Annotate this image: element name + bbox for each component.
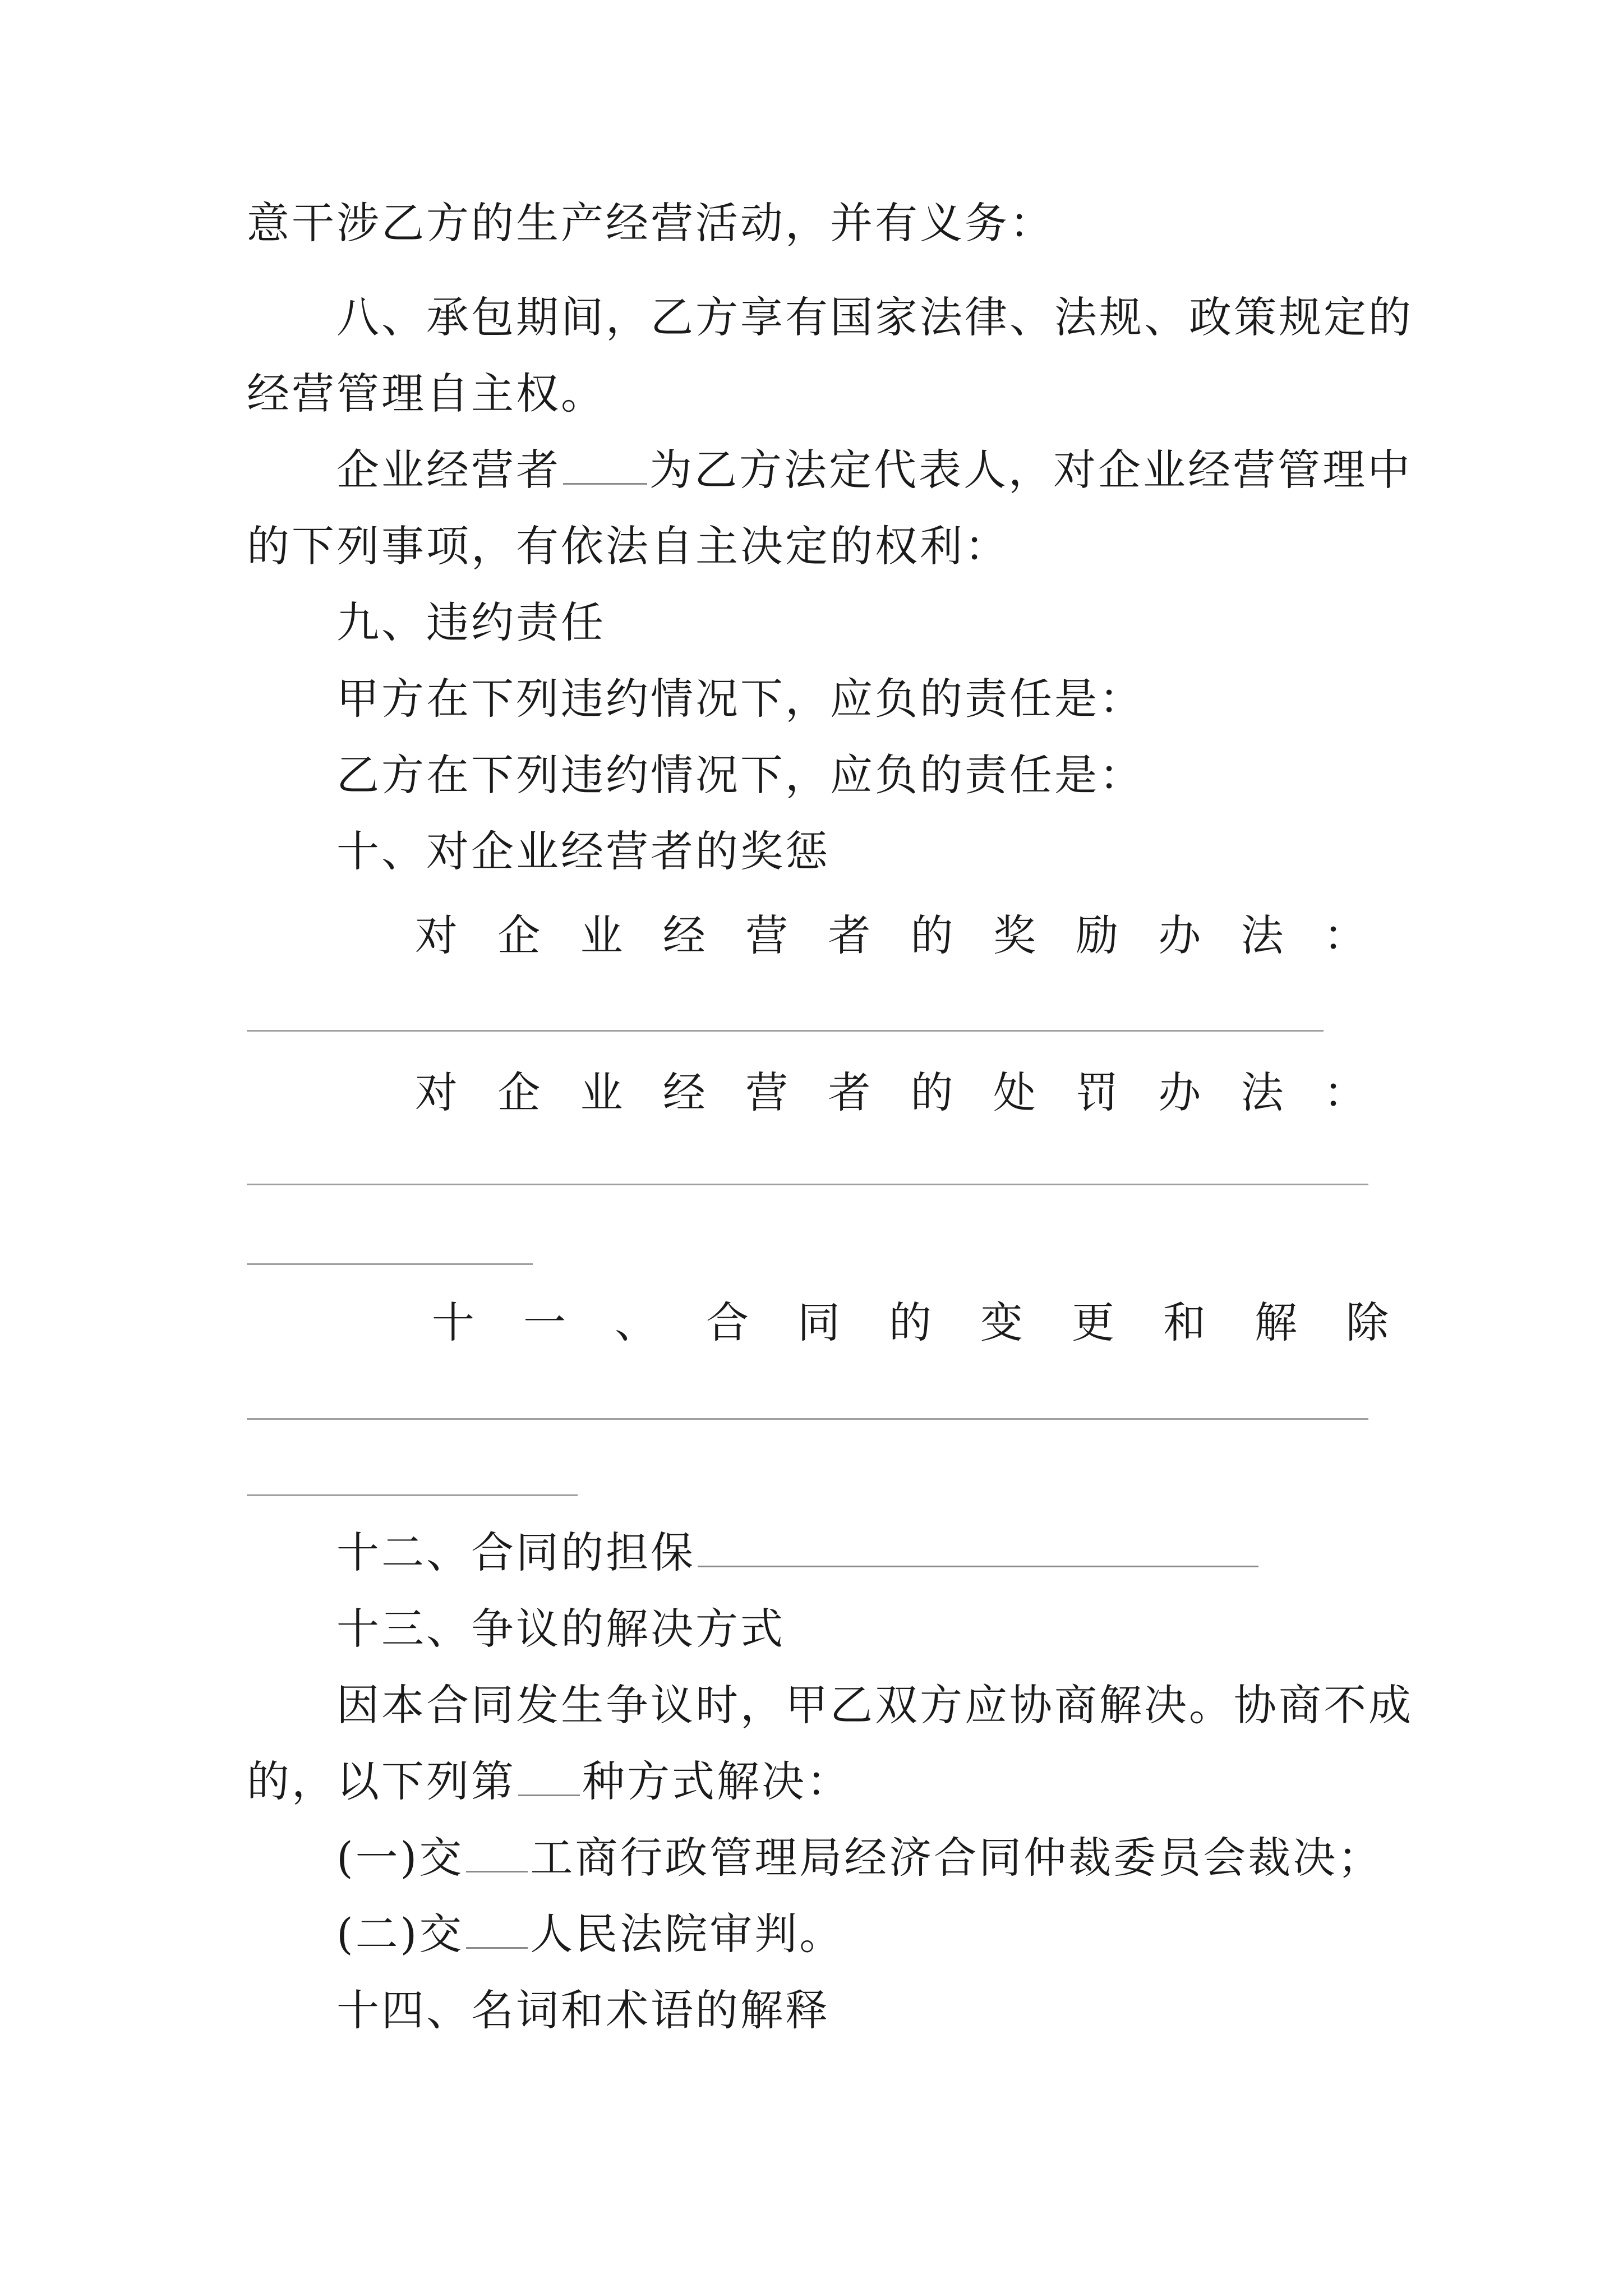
- spread-char: 合: [706, 1297, 751, 1347]
- paragraph-text: 乙方在下列违约情况下，应负的责任是：: [336, 750, 1144, 800]
- section-thirteen-heading: [247, 1591, 1481, 1667]
- spread-char: 、: [615, 1297, 660, 1347]
- paragraph-text: 企业经营者: [336, 445, 561, 495]
- option-label: (一)交: [336, 1833, 464, 1883]
- dispute-method-line: [247, 1743, 1391, 1820]
- spread-char: 一: [523, 1297, 568, 1347]
- section-eleven-line: [432, 1285, 1391, 1361]
- section-ten-heading: [247, 813, 1481, 890]
- option-two-line: [247, 1896, 1481, 1972]
- spread-char: 罚: [1076, 1068, 1121, 1117]
- contract-change-blank[interactable]: [247, 1418, 1368, 1420]
- option-one-line: [247, 1820, 1481, 1896]
- spread-char: 企: [497, 1068, 543, 1117]
- heading-text: 十四、名词和术语的解释: [336, 1985, 830, 2035]
- section-fourteen-heading: [247, 1972, 1481, 2049]
- text-line: [247, 508, 1391, 585]
- spread-char: 办: [1158, 910, 1204, 960]
- spread-char: 更: [1072, 1297, 1117, 1347]
- reward-method-blank[interactable]: [247, 1030, 1324, 1032]
- spread-char: 的: [910, 910, 956, 960]
- spread-char: 企: [497, 910, 543, 960]
- spread-char: ：: [1323, 1068, 1368, 1117]
- penalty-method-blank[interactable]: [247, 1184, 1368, 1185]
- guarantee-blank[interactable]: [698, 1532, 1258, 1567]
- spread-char: 解: [1255, 1297, 1299, 1347]
- spread-char: 业: [580, 1068, 625, 1117]
- paragraph-text: 种方式解决：: [582, 1756, 851, 1806]
- paragraph-text: 意干涉乙方的生产经营活动，并有义务：: [247, 198, 1054, 248]
- spread-char: ：: [1323, 910, 1368, 960]
- section-eight-line: [247, 279, 1481, 356]
- penalty-method-line: [415, 1055, 1368, 1131]
- party-b-liability-line: [247, 737, 1481, 813]
- spread-char: 营: [745, 1068, 791, 1117]
- arbitration-location-blank[interactable]: [466, 1837, 528, 1872]
- court-location-blank[interactable]: [466, 1913, 528, 1949]
- paragraph-text: 人民法院审判。: [530, 1909, 845, 1959]
- spread-char: 办: [1158, 1068, 1204, 1117]
- heading-text: 十三、争议的解决方式: [336, 1604, 785, 1654]
- spread-char: 法: [1241, 1068, 1286, 1117]
- contract-change-blank-continued[interactable]: [247, 1494, 578, 1496]
- operator-line: [247, 432, 1481, 508]
- spread-char: 者: [828, 910, 873, 960]
- spread-char: 和: [1163, 1297, 1208, 1347]
- spread-char: 法: [1241, 910, 1286, 960]
- text-line: [247, 185, 1391, 261]
- option-label: (二)交: [336, 1909, 464, 1959]
- paragraph-text: 的，以下列第: [247, 1756, 516, 1806]
- spread-char: 奖: [993, 910, 1038, 960]
- method-number-blank[interactable]: [518, 1761, 580, 1796]
- paragraph-text: 的下列事项，有依法自主决定的权利：: [247, 521, 1009, 571]
- spread-char: 十: [432, 1297, 477, 1347]
- spread-char: 变: [980, 1297, 1025, 1347]
- paragraph-text: 因本合同发生争议时，甲乙双方应协商解决。协商不成: [336, 1680, 1413, 1730]
- paragraph-text: 工商行政管理局经济合同仲裁委员会裁决；: [530, 1833, 1383, 1883]
- heading-text: 十二、合同的担保: [336, 1527, 695, 1577]
- spread-char: 同: [797, 1297, 842, 1347]
- paragraph-text: 为乙方法定代表人，对企业经营管理中: [649, 445, 1412, 495]
- operator-name-blank[interactable]: [563, 449, 647, 485]
- dispute-paragraph-line: [247, 1667, 1481, 1743]
- paragraph-text: 经营管理自主权。: [247, 369, 606, 418]
- spread-char: 处: [993, 1068, 1038, 1117]
- penalty-method-blank-continued[interactable]: [247, 1263, 533, 1265]
- section-twelve-line: [247, 1515, 1481, 1591]
- spread-char: 的: [910, 1068, 956, 1117]
- spread-char: 经: [662, 1068, 708, 1117]
- spread-char: 业: [580, 910, 625, 960]
- spread-char: 除: [1346, 1297, 1391, 1347]
- spread-char: 者: [828, 1068, 873, 1117]
- spread-char: 经: [662, 910, 708, 960]
- party-a-liability-line: [247, 661, 1481, 737]
- spread-char: 营: [745, 910, 791, 960]
- heading-text: 九、违约责任: [336, 597, 606, 647]
- spread-char: 对: [415, 910, 460, 960]
- section-nine-heading: [247, 585, 1481, 661]
- paragraph-text: 八、承包期间，乙方享有国家法律、法规、政策规定的: [336, 292, 1413, 342]
- paragraph-text: 甲方在下列违约情况下，应负的责任是：: [336, 674, 1144, 724]
- heading-text: 十、对企业经营者的奖惩: [336, 826, 830, 876]
- spread-char: 对: [415, 1068, 460, 1117]
- spread-char: 的: [889, 1297, 934, 1347]
- text-line: [247, 356, 1391, 432]
- reward-method-line: [415, 898, 1368, 974]
- spread-char: 励: [1076, 910, 1121, 960]
